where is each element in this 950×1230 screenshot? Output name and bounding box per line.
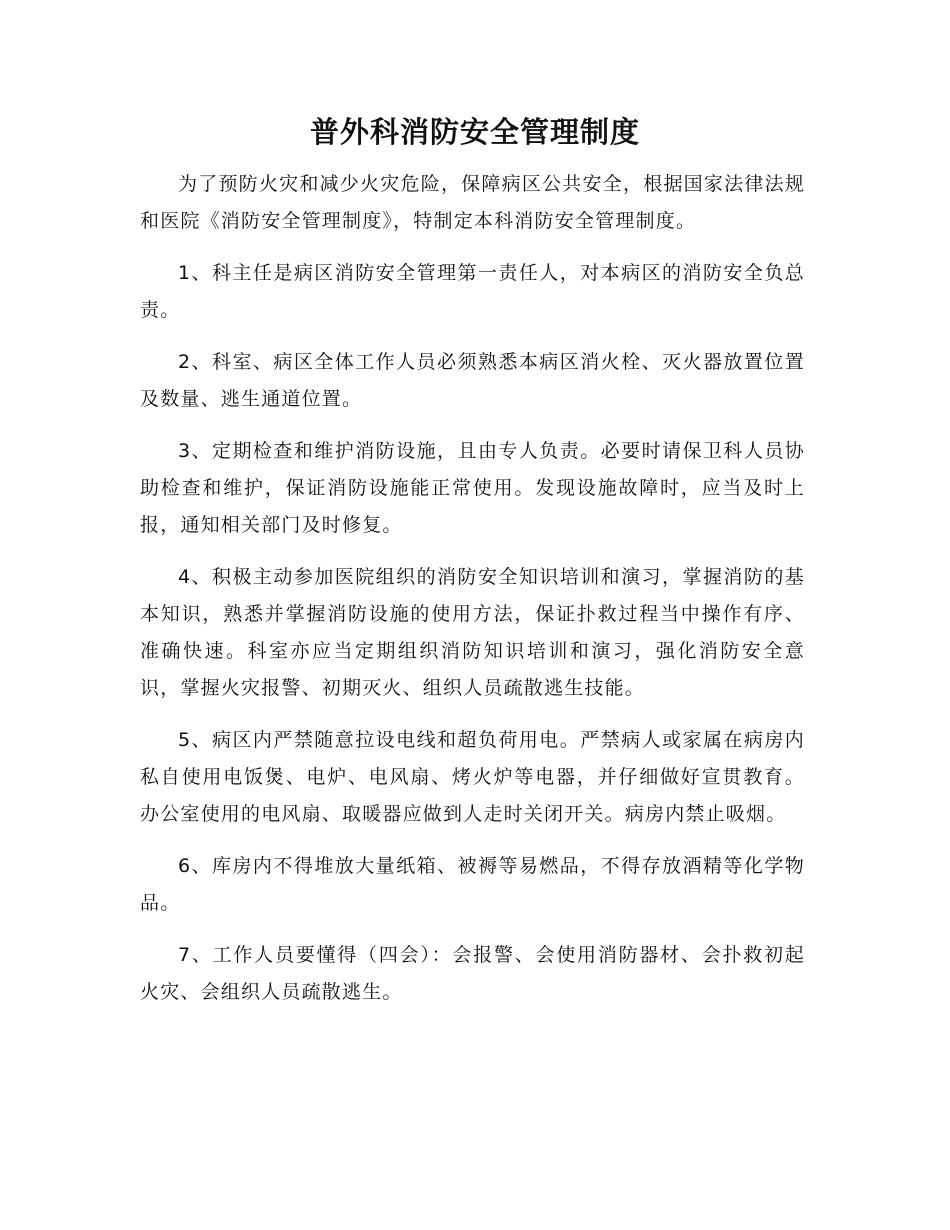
paragraph-rule-4: 4、积极主动参加医院组织的消防安全知识培训和演习，掌握消防的基本知识，熟悉并掌握消防设施的使用方法，保证扑救过程当中操作有序、准确快速。科室亦应当定期组织消防知识培训和演习，强化消防安全意识，掌握火灾报警、初期灭火、组织人员疏散逃生技能。 <box>140 566 805 699</box>
document-body <box>140 166 805 1026</box>
document-title: 普外科消防安全管理制度 <box>309 115 640 149</box>
paragraph-rule-6: 6、库房内不得堆放大量纸箱、被褥等易燃品，不得存放酒精等化学物品。 <box>140 855 805 914</box>
paragraph-rule-1: 1、科主任是病区消防安全管理第一责任人，对本病区的消防安全负总责。 <box>140 262 805 321</box>
paragraph-rule-7: 7、工作人员要懂得（四会）：会报警、会使用消防器材、会扑救初起火灾、会组织人员疏散逃生。 <box>140 944 805 1003</box>
paragraph-intro: 为了预防火灾和减少火灾危险，保障病区公共安全，根据国家法律法规和医院《消防安全管理制度》，特制定本科消防安全管理制度。 <box>140 173 805 232</box>
paragraph-rule-5: 5、病区内严禁随意拉设电线和超负荷用电。严禁病人或家属在病房内私自使用电饭煲、电炉、电风扇、烤火炉等电器，并仔细做好宣贯教育。办公室使用的电风扇、取暖器应做到人走时关闭开关。病房内禁止吸烟。 <box>140 729 805 825</box>
paragraph-rule-2: 2、科室、病区全体工作人员必须熟悉本病区消火栓、灭火器放置位置及数量、逃生通道位置。 <box>140 351 805 410</box>
paragraph-rule-3: 3、定期检查和维护消防设施，且由专人负责。必要时请保卫科人员协助检查和维护，保证消防设施能正常使用。发现设施故障时，应当及时上报，通知相关部门及时修复。 <box>140 440 805 536</box>
